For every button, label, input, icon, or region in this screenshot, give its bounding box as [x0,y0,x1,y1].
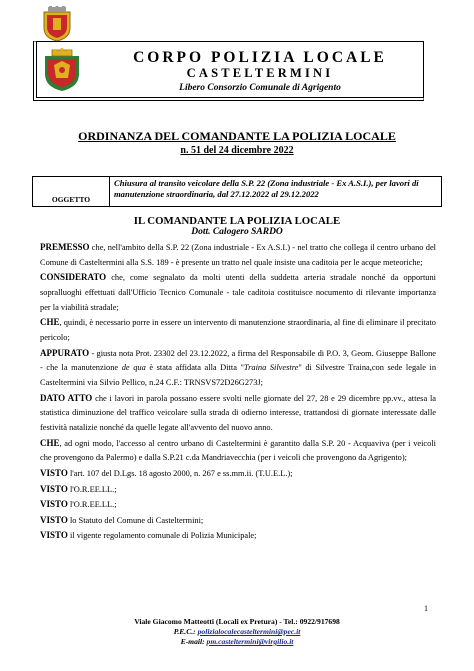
footer-address: Viale Giacomo Matteotti (Locali ex Pretura) - Tel.: 0922/917698 [134,617,340,626]
footer-email [0,637,474,647]
paragraph-text: lo Statuto del Comune di Casteltermini; [67,515,204,525]
paragraph-premesso [40,240,436,270]
ordinance-title: ORDINANZA DEL COMANDANTE LA POLIZIA LOCALE [78,129,396,143]
paragraph-text: , ad ogni modo, l'accesso al centro urbano di Casteltermini è garantito dalla S.P. 20 - Acquaviva (per i veicoli che provengono da Palermo) e dalla S.P.21 c.da Mandriavecchia (per i veicoli che provengono da Agrigento); [40,438,436,463]
footer-pec [0,627,474,637]
pec-link[interactable]: polizialocalecasteltermini@pec.it [197,627,301,636]
italic-text: de qua [121,363,146,373]
paragraph-text: che, nell'ambito della S.P. 22 (Zona industriale - Ex A.S.I.) - nel tratto che collega il centro urbano del Comune di Casteltermini alla S.S. 189 - è presente un tratto nel quale insiste una caditoia per le acque meteoriche; [40,243,436,267]
paragraph-visto [40,528,436,544]
paragraph-text: - giusta nota Prot. 23302 del 23.12.2022, a firma del Responsabile di P.O. 3, Geom. Giuseppe Ballone - che la manutenzione [40,348,436,373]
paragraph-appurato [40,346,436,391]
paragraph-visto [40,497,436,513]
paragraph-dato-atto [40,391,436,436]
paragraph-che-accesso [40,436,436,466]
page-footer [0,617,474,647]
letterhead-box [33,41,424,101]
keyword: CHE [40,317,60,328]
city-name: CASTELTERMINI [186,66,334,80]
police-crest-icon [42,48,82,92]
subject-label: OGGETTO [33,177,110,206]
paragraph-visto [40,482,436,498]
agency-title: CORPO POLIZIA LOCALE [133,49,387,66]
signatory-name: Dott. Calogero SARDO [191,227,283,237]
ordinance-number: n. 51 del 24 dicembre 2022 [180,145,294,156]
keyword: VISTO [40,530,68,541]
page-number: 1 [424,604,428,613]
paragraph-text: il vigente regolamento comunale di Polizia Municipale; [67,531,257,541]
keyword: VISTO [40,483,68,494]
italic-text: Traina Silvestre [243,363,299,373]
paragraph-che [40,315,436,345]
paragraph-text: " di Silvestre Traina,con sede legale in Casteltermini via Silvio Pellico, n.24 C.F.: TRNSVS72D26G273J; [40,363,437,387]
paragraph-visto [40,466,436,482]
paragraph-text: l'O.R.EE.LL.; [67,500,117,510]
paragraph-text: che i lavori in parola possano essere svolti nelle giornate del 27, 28 e 29 dicembre pp.vv., attesa la statistica diminuzione del traffico veicolare sulla strada di odierno interesse, trattandosi di giornate interessate dalle festività natalizie nonché da quelle legate all'avvento del nuovo anno. [40,393,436,432]
email-link[interactable]: pm.casteltermini@virgilio.it [206,637,294,646]
paragraph-text: che, come segnalato da molti utenti della suddetta arteria stradale nonché da opportuni sopralluoghi effettuati dall'Ufficio Tecnico Comunale - tale caditoia costituisce nocumento di rilevante importanza per la viabilità stradale; [40,273,436,312]
keyword: PREMESSO [40,242,90,252]
paragraph-considerato [40,270,436,315]
subject-text: Chiusura al transito veicolare della S.P. 22 (Zona industriale - Ex A.S.I.), per lavori di manutenzione straordinaria, dal 27.12.2022 al 29.12.2022 [114,178,419,199]
keyword: DATO ATTO [40,392,93,403]
subject-table [32,176,442,207]
section-title: IL COMANDANTE LA POLIZIA LOCALE [133,215,341,227]
agency-subtitle: Libero Consorzio Comunale di Agrigento [179,83,341,93]
paragraph-text: l'art. 107 del D.Lgs. 18 agosto 2000, n. 267 e ss.mm.ii. (T.U.E.L.); [67,468,293,478]
keyword: APPURATO [40,347,90,358]
keyword: VISTO [40,514,68,525]
keyword: VISTO [40,499,68,510]
paragraph-text: l'O.R.EE.LL.; [67,484,117,494]
coat-of-arms-icon [40,6,74,42]
ordinance-body [40,240,436,544]
paragraph-text: , quindi, è necessario porre in essere un intervento di manutenzione straordinaria, al fine di eliminare il precitato pericolo; [40,318,436,342]
keyword: VISTO [40,467,68,478]
keyword: CHE [40,437,60,448]
keyword: CONSIDERATO [40,272,107,283]
paragraph-text: è stata affidata alla Ditta " [145,363,244,373]
paragraph-visto [40,513,436,529]
email-label: E-mail: [180,637,205,646]
pec-label: P.E.C.: [173,627,196,636]
